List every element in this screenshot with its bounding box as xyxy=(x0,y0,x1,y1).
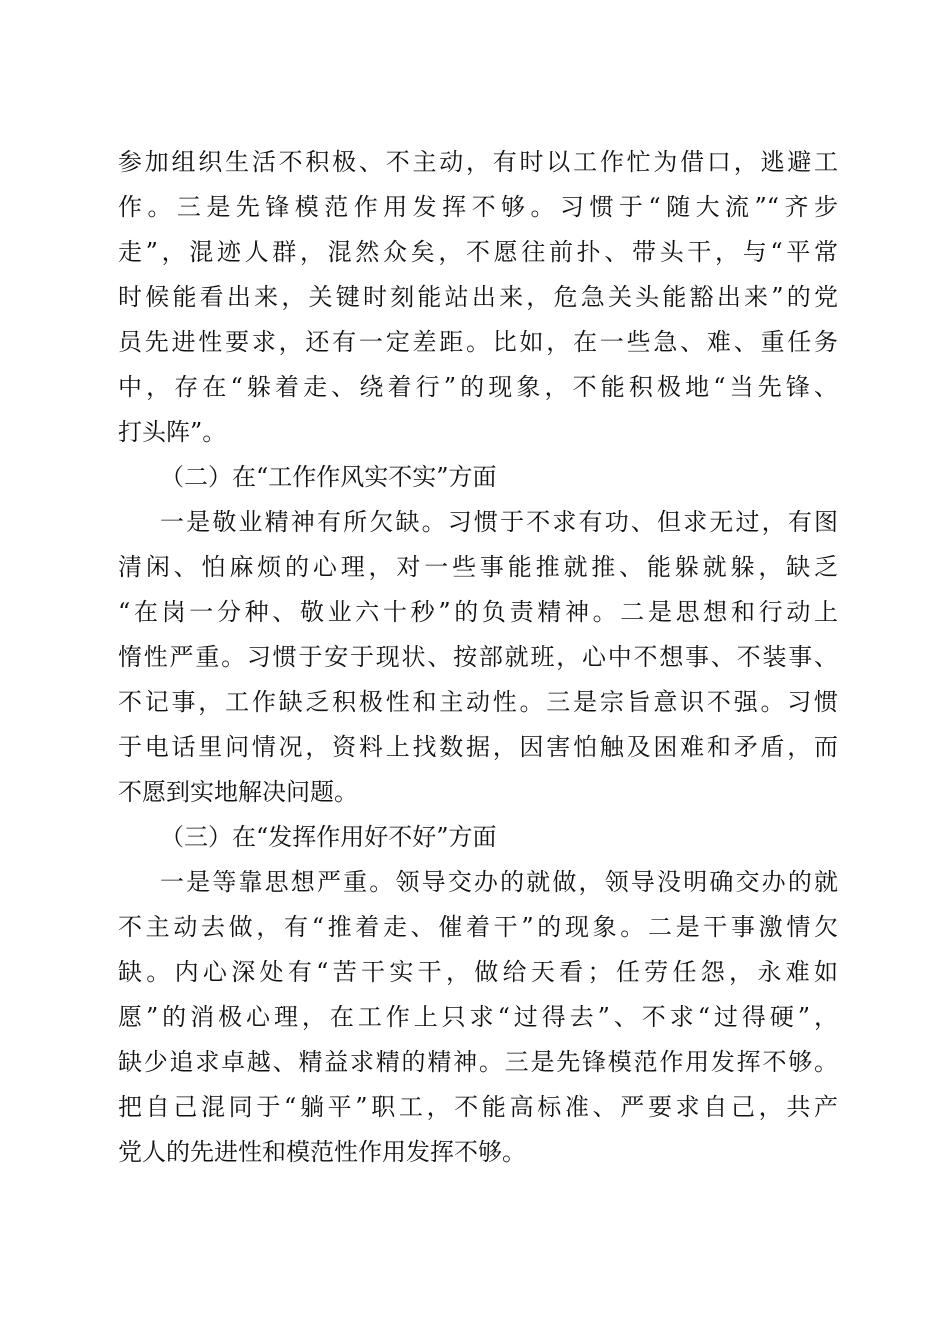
body-line: “在岗一分种、敬业六十秒”的负责精神。二是思想和行动上 xyxy=(118,598,838,626)
body-line: 打头阵”。 xyxy=(118,418,227,446)
section-heading: （二）在“工作作风实不实”方面 xyxy=(160,463,497,491)
section-heading: （三）在“发挥作用好不好”方面 xyxy=(160,823,497,851)
body-line: 惰性严重。习惯于安于现状、按部就班，心中不想事、不装事、 xyxy=(118,643,838,671)
body-line: 作。三是先锋模范作用发挥不够。习惯于“随大流”“齐步 xyxy=(118,193,838,221)
body-line: 参加组织生活不积极、不主动，有时以工作忙为借口，逃避工 xyxy=(118,148,838,176)
body-line: 一是敬业精神有所欠缺。习惯于不求有功、但求无过，有图 xyxy=(160,508,838,536)
body-line: 缺。内心深处有“苦干实干，做给天看；任劳任怨，永难如 xyxy=(118,958,838,986)
body-line: 于电话里问情况，资料上找数据，因害怕触及困难和矛盾，而 xyxy=(118,733,838,761)
body-line: 清闲、怕麻烦的心理，对一些事能推就推、能躲就躲，缺乏 xyxy=(118,553,838,581)
body-line: 员先进性要求，还有一定差距。比如，在一些急、难、重任务 xyxy=(118,328,838,356)
body-line: 党人的先进性和模范性作用发挥不够。 xyxy=(118,1138,526,1166)
body-line: 不主动去做，有“推着走、催着干”的现象。二是干事激情欠 xyxy=(118,913,838,941)
body-line: 走”，混迹人群，混然众矣，不愿往前扑、带头干，与“平常 xyxy=(118,238,838,266)
body-line: 把自己混同于“躺平”职工，不能高标准、严要求自己，共产 xyxy=(118,1093,838,1121)
body-line: 不记事，工作缺乏积极性和主动性。三是宗旨意识不强。习惯 xyxy=(118,688,838,716)
body-line: 中，存在“躲着走、绕着行”的现象，不能积极地“当先锋、 xyxy=(118,373,838,401)
body-line: 时候能看出来，关键时刻能站出来，危急关头能豁出来”的党 xyxy=(118,283,838,311)
body-line: 不愿到实地解决问题。 xyxy=(118,778,358,806)
body-line: 一是等靠思想严重。领导交办的就做，领导没明确交办的就 xyxy=(160,868,838,896)
body-line: 愿”的消极心理，在工作上只求“过得去”、不求“过得硬”， xyxy=(118,1003,838,1031)
body-line: 缺少追求卓越、精益求精的精神。三是先锋模范作用发挥不够。 xyxy=(118,1048,838,1076)
